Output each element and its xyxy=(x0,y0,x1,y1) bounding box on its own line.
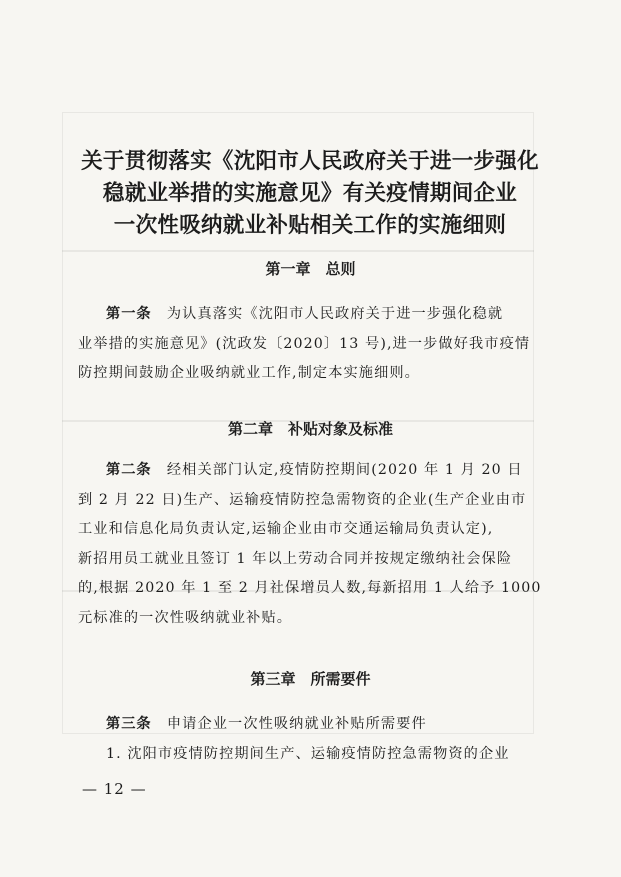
article-paragraph xyxy=(78,300,534,389)
article-label: 第二条 xyxy=(106,462,152,478)
document-title xyxy=(60,146,560,242)
chapter-heading: 第一章 总则 xyxy=(265,260,356,278)
paragraph-line: 新招用员工就业且签订 1 年以上劳动合同并按规定缴纳社会保险 xyxy=(78,550,513,567)
paragraph-line: 业举措的实施意见》(沈政发〔2020〕13 号),进一步做好我市疫情 xyxy=(78,335,531,352)
paragraph-line: 元标准的一次性吸纳就业补贴。 xyxy=(78,609,293,626)
chapter-heading: 第三章 所需要件 xyxy=(250,670,371,688)
paragraph-line: 防控期间鼓励企业吸纳就业工作,制定本实施细则。 xyxy=(78,365,420,381)
article-label: 第一条 xyxy=(106,306,152,322)
article-paragraph xyxy=(78,710,534,769)
paragraph-line: 的,根据 2020 年 1 至 2 月社保增员人数,每新招用 1 人给予 1000 xyxy=(78,580,542,596)
paragraph-line: 申请企业一次性吸纳就业补贴所需要件 xyxy=(166,716,427,732)
paragraph-line: 1. 沈阳市疫情防控期间生产、运输疫情防控急需物资的企业 xyxy=(106,745,510,762)
title-line: 一次性吸纳就业补贴相关工作的实施细则 xyxy=(113,213,507,238)
article-paragraph xyxy=(78,456,542,633)
paragraph-line: 经相关部门认定,疫情防控期间(2020 年 1 月 20 日 xyxy=(166,462,523,478)
page-number: — 12 — xyxy=(82,780,147,798)
chapter-heading: 第二章 补贴对象及标准 xyxy=(227,420,393,438)
title-line: 稳就业举措的实施意见》有关疫情期间企业 xyxy=(102,181,518,206)
title-line: 关于贯彻落实《沈阳市人民政府关于进一步强化 xyxy=(81,149,539,174)
paragraph-line: 到 2 月 22 日)生产、运输疫情防控急需物资的企业(生产企业由市 xyxy=(78,491,527,508)
article-label: 第三条 xyxy=(106,716,152,732)
paragraph-line: 工业和信息化局负责认定,运输企业由市交通运输局负责认定), xyxy=(78,521,494,537)
bleed-through-divider xyxy=(62,250,534,252)
paragraph-line: 为认真落实《沈阳市人民政府关于进一步强化稳就 xyxy=(166,306,504,322)
